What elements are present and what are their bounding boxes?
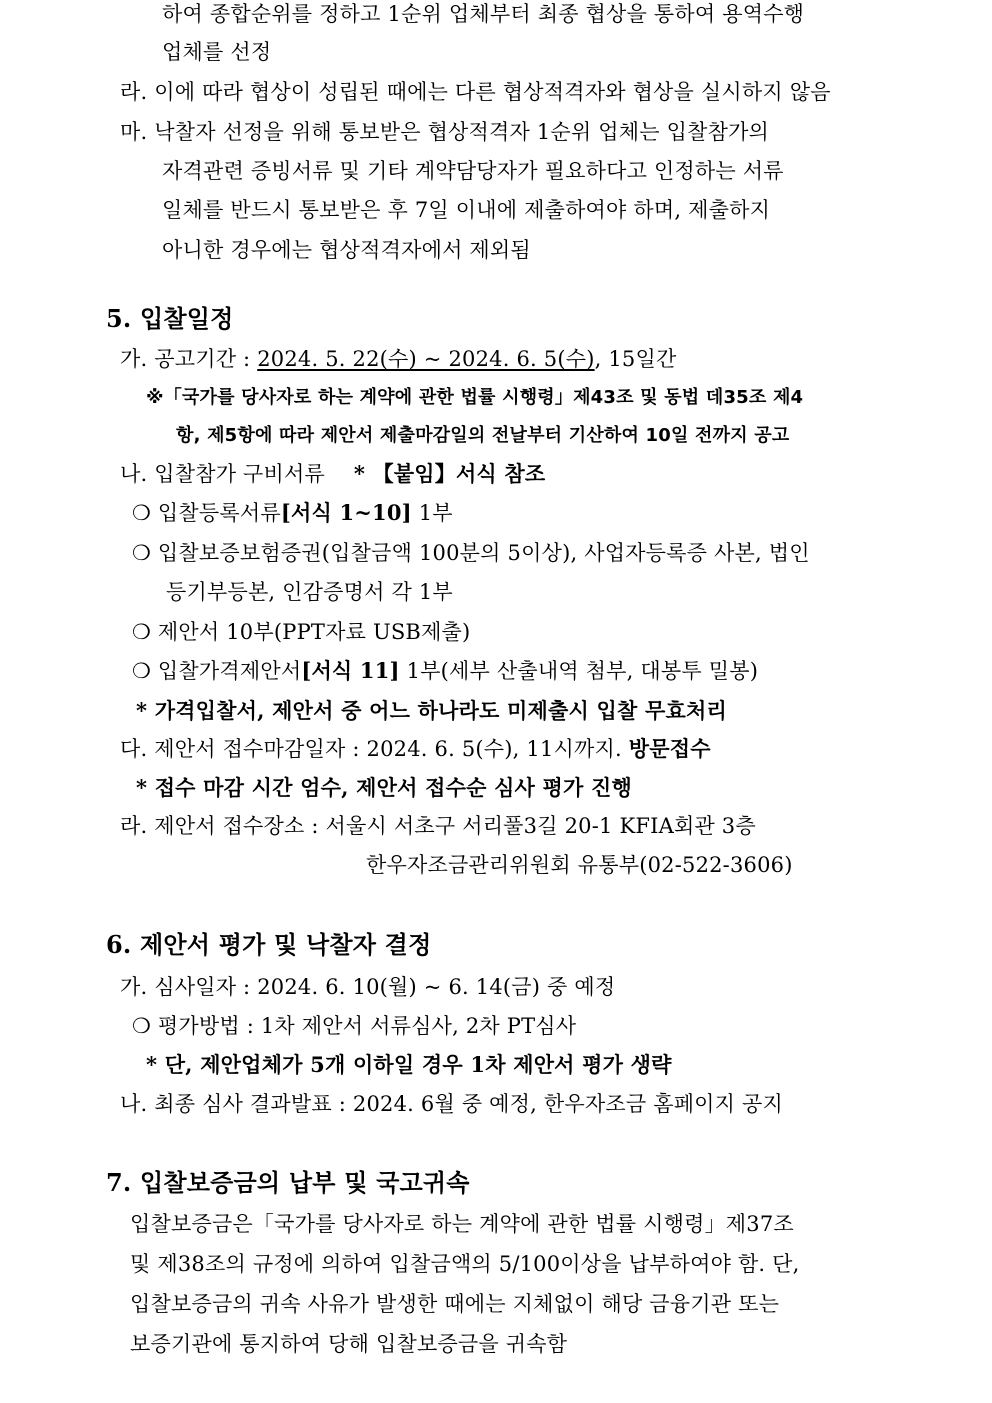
bullet-item (132, 657, 758, 685)
item-na-result: 나. 최종 심사 결과발표 : 2024. 6월 중 예정, 한우자조금 홈페이지 공지 (120, 1092, 783, 1116)
section-heading-7: 7. 입찰보증금의 납부 및 국고귀속 (106, 1168, 470, 1197)
notice-line: ※「국가를 당사자로 하는 계약에 관한 법률 시행령」제43조 및 동법 데35조 제4 (146, 387, 804, 408)
text-line: 아니한 경우에는 협상적격자에서 제외됨 (162, 238, 531, 262)
warning-line: * 가격입찰서, 제안서 중 어느 하나라도 미제출시 입찰 무효처리 (136, 698, 727, 723)
form-ref: [서식 11] (301, 658, 400, 683)
suffix: , 15일간 (594, 347, 677, 371)
text-line: 하여 종합순위를 정하고 1순위 업체부터 최종 협상을 통하여 용역수행 (162, 2, 805, 26)
item-da (120, 735, 711, 763)
form-ref: [서식 1~10] (280, 500, 412, 525)
bullet-item: ❍ 제안서 10부(PPT자료 USB제출) (132, 620, 471, 644)
item-ra-place: 라. 제안서 접수장소 : 서울시 서초구 서리풀3길 20-1 KFIA회관 3층 (120, 814, 756, 838)
text: ❍ 입찰등록서류 (132, 501, 281, 525)
text-line: 등기부등본, 인감증명서 각 1부 (166, 580, 453, 604)
warning-line: * 단, 제안업체가 5개 이하일 경우 1차 제안서 평가 생략 (146, 1052, 672, 1077)
attachment-note: * 【붙임】서식 참조 (353, 461, 546, 486)
paragraph-line: 보증기관에 통지하여 당해 입찰보증금을 귀속함 (130, 1332, 568, 1356)
paragraph-line: 입찰보증금의 귀속 사유가 발생한 때에는 지체없이 해당 금융기관 또는 (130, 1292, 780, 1316)
text: ❍ 입찰가격제안서 (132, 659, 302, 683)
item-ma: 마. 낙찰자 선정을 위해 통보받은 협상적격자 1순위 업체는 입찰참가의 (120, 120, 770, 144)
item-ra: 라. 이에 따라 협상이 성립된 때에는 다른 협상적격자와 협상을 실시하지 않음 (120, 80, 831, 104)
label: 나. 입찰참가 구비서류 (120, 462, 332, 486)
text: 1부 (411, 501, 453, 525)
paragraph-line: 입찰보증금은「국가를 당사자로 하는 계약에 관한 법률 시행령」제37조 (130, 1212, 794, 1236)
text: 다. 제안서 접수마감일자 : 2024. 6. 5(수), 11시까지. (120, 737, 629, 761)
visit-submit: 방문접수 (628, 736, 711, 761)
text-line: 자격관련 증빙서류 및 기타 계약담당자가 필요하다고 인정하는 서류 (162, 159, 784, 183)
text: 1부(세부 산출내역 첨부, 대봉투 밀봉) (399, 659, 759, 683)
text-line: 일체를 반드시 통보받은 후 7일 이내에 제출하여야 하며, 제출하지 (162, 198, 771, 222)
section-heading-5: 5. 입찰일정 (106, 304, 234, 333)
item-ga-review: 가. 심사일자 : 2024. 6. 10(월) ~ 6. 14(금) 중 예정 (120, 975, 616, 999)
section-heading-6: 6. 제안서 평가 및 낙찰자 결정 (106, 930, 432, 959)
bullet-item: ❍ 평가방법 : 1차 제안서 서류심사, 2차 PT심사 (132, 1014, 577, 1038)
bullet-item: ❍ 입찰보증보험증권(입찰금액 100분의 5이상), 사업자등록증 사본, 법인 (132, 541, 810, 565)
warning-line: * 접수 마감 시간 엄수, 제안서 접수순 심사 평가 진행 (136, 775, 633, 800)
bullet-item (132, 499, 453, 527)
notice-line: 항, 제5항에 따라 제안서 제출마감일의 전날부터 기산하여 10일 전까지 공고 (176, 425, 790, 446)
text-line: 한우자조금관리위원회 유통부(02-522-3606) (366, 853, 793, 877)
text-line: 업체를 선정 (162, 40, 272, 64)
item-na (120, 460, 545, 488)
item-ga-period (120, 345, 676, 373)
paragraph-line: 및 제38조의 규정에 의하여 입찰금액의 5/100이상을 납부하여야 함. 단, (130, 1252, 800, 1276)
label: 가. 공고기간 : (120, 347, 258, 371)
period-value: 2024. 5. 22(수) ~ 2024. 6. 5(수) (257, 347, 595, 371)
